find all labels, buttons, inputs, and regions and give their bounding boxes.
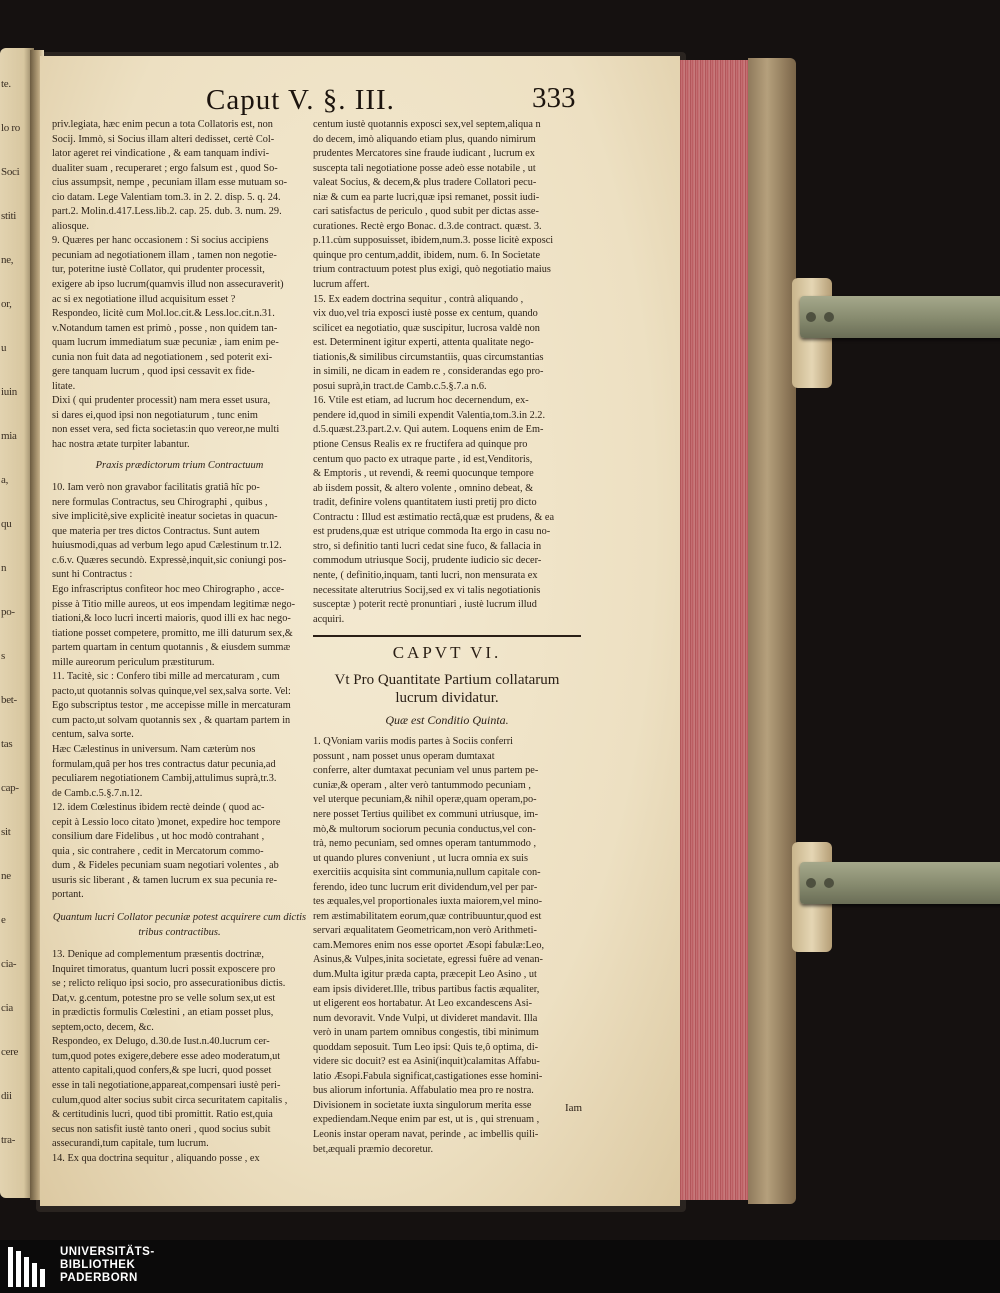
text-line: cunia non fuit data ad negotiationem , sed poterit exi- — [52, 351, 273, 363]
text-line: susceptæ ) poterit rectè pronuntiari , iustè lucrum illud — [313, 599, 537, 611]
left-column-part-2 — [52, 481, 307, 903]
left-page-fragment: u — [1, 342, 7, 354]
text-line: portant. — [52, 889, 84, 901]
text-line: Ego infrascriptus confiteor hoc meo Chirographo , acce- — [52, 583, 285, 595]
previous-page-edge — [0, 48, 34, 1198]
text-line: nere posset Tertius quilibet ex communi utriusque, im- — [313, 808, 539, 820]
text-line: Asinus,& Vulpes,inita societate, egressi fuêre ad venan- — [313, 954, 543, 966]
right-column-part-2 — [313, 735, 581, 1157]
left-page-fragment: ne — [1, 870, 11, 882]
book-cover-edge — [748, 58, 796, 1204]
text-line: tum,quod potes exigere,debere esse adeo moderatum,ut — [52, 1050, 281, 1062]
library-name-line3: PADERBORN — [60, 1272, 138, 1284]
text-line: ut quando plures conveniunt , ut lucra omnia ex suis — [313, 852, 529, 864]
text-line: cio datam. Lege Valentiam tom.3. in 2. 2. disp. 5. q. 24. — [52, 191, 281, 203]
text-line: cari satisfactus de periculo , quod subit per dictas asse- — [313, 206, 539, 218]
text-line: sive implicitè,sive explicitè ineatur societas in quacun- — [52, 511, 278, 523]
text-line: & Emptoris , ut revendi, & reemi quocunque tempore — [313, 468, 534, 480]
left-page-fragment: or, — [1, 298, 12, 310]
text-line: dum.Multa igitur præda capta, præcepit Leo Asino , ut — [313, 968, 537, 980]
text-line: stro, si definitio tanti lucri cedat sine fuco, & fallacia in — [313, 540, 542, 552]
text-line: ut eligerent eos hortabatur. At Leo excandescens Asi- — [313, 998, 533, 1010]
text-line: Contractu : Illud est æstimatio rectâ,quæ est prudens, & ea — [313, 511, 555, 523]
text-line: Leonis instar operam navat, perinde , ac imbellis quili- — [313, 1129, 539, 1140]
text-line: nente, ( definitio,inquam, tanti lucri, non mensurata ex — [313, 569, 538, 581]
text-line: dum , & Fideles pecuniam suam negotiari volentes , ab — [52, 860, 279, 872]
text-line: nere formulas Contractus, seu Chirographi , quibus , — [52, 496, 268, 508]
text-line: expediendam.Neque enim par est, ut is , qui strenuam , — [313, 1114, 540, 1126]
left-page-fragment: mia — [1, 430, 17, 442]
text-line: 12. idem Cœlestinus ibidem rectè deinde ( quod ac- — [52, 802, 265, 814]
text-line: posui suprà,in tract.de Camb.c.5.§.7.a n.6. — [313, 380, 487, 392]
text-line: do decem, imò aliquando etiam plus, quando nimirum — [313, 133, 536, 145]
text-line: 9. Quæres per hanc occasionem : Si socius accipiens — [52, 235, 269, 247]
text-line: cius assumpsit, nempe , pecuniam illam esse mutuam so- — [52, 177, 288, 189]
text-line: acquiri. — [313, 613, 345, 625]
text-line: conferre, alter dumtaxat pecuniam vel unus partem pe- — [313, 765, 539, 777]
text-line: litate. — [52, 380, 76, 392]
left-page-fragment: stiti — [1, 210, 17, 222]
text-line: p.11.cùm supposuisset, ibidem,num.3. posse licitè exposci — [313, 235, 554, 247]
text-line: 10. Iam verò non gravabor facilitatis gratiâ hîc po- — [52, 482, 260, 494]
text-line: servari æqualitatem Geometricam,non verò Arithmeti- — [313, 925, 537, 937]
left-page-fragment: dii — [1, 1090, 12, 1102]
text-line: videre sic docuit? est ea Asini(inquit)calamitas Affabu- — [313, 1056, 540, 1068]
text-line: partem quartam in centum quotannis , & eiusdem summæ — [52, 642, 291, 654]
left-page-fragment: sit — [1, 826, 11, 838]
text-line: bet,æquali præmio decoretur. — [313, 1143, 434, 1155]
chapter-divider — [313, 635, 581, 640]
text-line: Divisionem in societate iuxta singulorum merita esse — [313, 1099, 532, 1111]
clasp-rivet — [806, 312, 816, 322]
text-line: bus aliorum infortunia. Affabulatio mea pro re nostra. — [313, 1085, 534, 1097]
text-line: 14. Ex qua doctrina sequitur , aliquando posse , ex — [52, 1152, 260, 1164]
left-page-fragment: cere — [1, 1046, 19, 1058]
red-page-edges — [676, 60, 748, 1200]
text-line: trà, nemo pecuniam, sed omnes operam tantummodo , — [313, 838, 537, 850]
text-line: pendere id,quod in simili expendit Valentia,tom.3.in 2.2. — [313, 409, 546, 421]
text-line: dualiter suam , recuperaret ; ergo falsum est , quod So- — [52, 162, 278, 174]
text-line: quia , sic contrahere , cedit in Mercatorum commo- — [52, 845, 264, 857]
text-line: quam lucrum immediatum suæ pecuniæ , iam enim pe- — [52, 337, 279, 349]
text-line: cepit à Lessio loco citato )monet, expedire hoc tempore — [52, 816, 281, 828]
text-line: centum iustè quotannis exposci sex,vel septem,aliqua n — [313, 119, 541, 130]
chapter-subtitle-2: lucrum dividatur. — [395, 689, 499, 706]
text-line: Dat,v. g.centum, potestne pro se velle solum sex,ut est — [52, 992, 276, 1004]
text-line: quoddam seposuit. Tum Leo ipsi: Quis te,ô optima, di- — [313, 1041, 539, 1053]
text-line: tiationi,& loco lucri incerti maioris, quod illi ex hac nego- — [52, 613, 291, 625]
text-line: ptione Census Realis ex re fructifera ad quinque pro — [313, 439, 528, 451]
chapter-subtitle-1: Vt Pro Quantitate Partium collatarum — [334, 671, 560, 688]
text-line: est. Determinent igitur experti, attenta qualitate nego- — [313, 337, 534, 349]
text-line: mille aureorum periculum præstiturum. — [52, 656, 215, 668]
text-line: que materia per tres dictos Contractus. Sunt autem — [52, 525, 260, 537]
text-line: valeat Socius, & decem,& plus tradere Collatori pecu- — [313, 177, 537, 189]
text-line: latio Æsopi.Fabula significat,castigationes esse homini- — [313, 1070, 543, 1082]
right-text-column — [313, 118, 581, 1157]
text-line: suscepta tali negotiatione posse adeò esse notabile , ut — [313, 162, 536, 174]
text-line: de Camb.c.5.§.7.n.12. — [52, 787, 143, 799]
text-line: in simili, ne dicam in eadem re , considerandas ego pro- — [313, 366, 544, 378]
right-column-part-1 — [313, 118, 581, 627]
text-line: mò,& multorum sociorum pecunia conductus,vel con- — [313, 823, 536, 835]
text-line: non esset vera, sed ficta societas:in quo vereor,ne multi — [52, 424, 280, 436]
text-line: exigere ab ipso lucrum(quamvis illud non assecuraverit) — [52, 279, 284, 291]
text-line: necessitate alterutrius Socij,sed ex vi talis negotiationis — [313, 584, 541, 596]
left-page-fragment: ne, — [1, 254, 14, 266]
text-line: prudentes Mercatores sine fraude iudicant , lucrum ex — [313, 148, 535, 160]
left-page-fragment: po- — [1, 606, 15, 618]
text-line: cum pacto,ut solvam quotannis sex , & quartam partem in — [52, 714, 291, 726]
left-page-fragment: s — [1, 650, 5, 662]
text-line: septem,octo, decem, &c. — [52, 1021, 154, 1033]
text-line: cuniæ,& operam , alter verò tantummodo pecuniam , — [313, 779, 531, 791]
text-line: curationes. Rectè ergo Bonac. d.3.de contract. quæst. 3. — [313, 220, 542, 232]
text-line: scilicet ea negotiatio, quæ suscipitur, lucrosa valdè non — [313, 322, 540, 334]
text-line: aliosque. — [52, 220, 89, 232]
text-line: ferendo, ideo tunc lucrum erit dividendum,vel per par- — [313, 881, 538, 893]
left-page-fragment: lo ro — [1, 122, 20, 134]
text-line: gere tanquam lucrum , quod ipsi cessavit ex fide- — [52, 366, 255, 378]
left-column-part-1 — [52, 118, 307, 453]
left-page-fragment: Soci — [1, 166, 20, 178]
text-line: pisse à Titio mille aureos, ut eos impendam legitimæ nego- — [52, 598, 296, 610]
left-page-fragment: cia- — [1, 958, 17, 970]
text-line: usuris sic liberant , & tamen lucrum ex sua pecunia re- — [52, 874, 278, 886]
text-line: part.2. Molin.d.417.Less.lib.2. cap. 25. dub. 3. num. 29. — [52, 206, 282, 218]
left-page-fragment: bet- — [1, 694, 17, 706]
text-line: 13. Denique ad complementum præsentis doctrinæ, — [52, 949, 264, 961]
text-line: Inquiret timoratus, quantum lucri possit exposcere pro — [52, 963, 276, 975]
text-line: tiationis,& similibus circumstantiis, quas circumstantias — [313, 351, 544, 363]
text-line: Socij. Immò, si Socius illam alteri dedisset, certè Col- — [52, 133, 275, 145]
library-name-line1: UNIVERSITÄTS- — [60, 1246, 155, 1258]
text-line: hac nostra ætate turpiter labantur. — [52, 439, 190, 451]
left-page-fragment: cap- — [1, 782, 19, 794]
text-line: tur, poteritne iustè Collator, qui prudenter processit, — [52, 264, 265, 276]
text-line: Dixi ( qui prudenter processit) nam mera esset usura, — [52, 395, 271, 407]
text-line: ab iisdem possit, & altero volente , omnino debeat, & — [313, 482, 534, 494]
chapter-condition: Quæ est Conditio Quinta. — [385, 712, 509, 727]
text-line: exercitiis acquisita sint communia,nullum capitale con- — [313, 867, 541, 879]
text-line: Ego subscriptus testor , me accepisse mille in mercaturam — [52, 700, 291, 712]
left-text-column — [52, 118, 307, 1166]
text-line: huiusmodi,quas ad verbum lego apud Cælestinum tr.12. — [52, 540, 282, 552]
text-line: eam ipsis divideret.Ille, tribus partibus factis æqualiter, — [313, 983, 540, 995]
subheading-quantum: Quantum lucri Collator pecuniæ potest acquirere cum dictis tribus contractibus. — [52, 911, 307, 938]
text-line: tes æquales,vel proportionales iuxta maiorem,vel mino- — [313, 896, 543, 908]
text-line: num devoravit. Vnde Vulpi, ut divideret mandavit. Illa — [313, 1012, 538, 1024]
text-line: tradit, definire volens quantitatem iusti pretij pro dicto — [313, 497, 537, 509]
text-line: c.6.v. Quæres secundò. Expressè,inquit,sic coniungi pos- — [52, 554, 287, 566]
text-line: vix duo,vel tria exposci iustè posse ex centum, quando — [313, 308, 538, 320]
clasp-rivet — [824, 312, 834, 322]
chapter-title: CAPVT VI. — [392, 643, 502, 663]
text-line: commodum utriusque Socij, prudente iudicio sic decer- — [313, 555, 542, 567]
text-line: tiatione posset competere, promitto, me illi daturum sex,& — [52, 627, 293, 639]
text-line: assecurandi,tum capitale, tum lucrum. — [52, 1138, 209, 1150]
left-page-fragment: tra- — [1, 1134, 16, 1146]
library-name — [60, 1246, 155, 1285]
text-line: secus non satisfit iustè tanto oneri , quod socius subit — [52, 1123, 271, 1135]
text-line: lucrum affert. — [313, 279, 370, 291]
text-line: pacto,ut quotannis solvas quinque,vel sex,salva sorte. Vel: — [52, 685, 291, 697]
text-line: priv.legiata, hæc enim pecun a tota Collatoris est, non — [52, 119, 273, 130]
text-line: in prædictis formulis Cœlestini , an etiam posset plus, — [52, 1007, 274, 1019]
text-line: 1. QVoniam variis modis partes à Sociis conferri — [313, 736, 513, 748]
subheading-praxis: Praxis prædictorum trium Contractuum — [95, 459, 264, 471]
text-line: 16. Vtile est etiam, ad lucrum hoc decernendum, ex- — [313, 395, 529, 407]
left-page-fragment: iuin — [1, 386, 17, 398]
text-line: possunt , nam posset unus operam dumtaxat — [313, 750, 495, 762]
left-page-fragment: te. — [1, 78, 11, 90]
text-line: Respondeo, licitè cum Mol.loc.cit.& Less.loc.cit.n.31. — [52, 308, 275, 320]
text-line: vel uterque pecuniam,& nihil operæ,quam operam,po- — [313, 794, 537, 806]
text-line: trium contractuum potest plus exigi, quò negotiatio maius — [313, 264, 551, 276]
text-line: v.Notandum tamen est primò , posse , non quidem tan- — [52, 322, 278, 334]
text-line: consilium dare Fidelibus , ut hoc modò contrahant , — [52, 831, 265, 843]
text-line: si dares ei,quod ipsi non negotiaturum , tunc enim — [52, 409, 258, 421]
text-line: sunt hi Contractus : — [52, 569, 133, 581]
text-line: cam.Memores enim nos esse oportet Æsopi fabulæ:Leo, — [313, 939, 545, 951]
left-page-fragment: n — [1, 562, 7, 574]
text-line: d.5.quæst.23.part.2.v. Qui autem. Loquens enim de Em- — [313, 424, 544, 436]
text-line: lator ageret rei vindicatione , & eam tanquam indivi- — [52, 148, 270, 160]
text-line: rem æstimabilitatem eorum,quæ contribuuntur,quod est — [313, 910, 542, 922]
catchword: Iam — [565, 1102, 583, 1114]
clasp-rivet — [824, 878, 834, 888]
text-line: centum quo pacto ex utraque parte , id est,Venditoris, — [313, 453, 533, 465]
text-line: est prudens,quæ est utrique commoda Ita ergo in casu no- — [313, 526, 551, 538]
left-page-fragment: cia — [1, 1002, 13, 1014]
text-line: niæ & cum ea parte lucri,quæ ipsi remanet, possit iudi- — [313, 191, 540, 203]
text-line: ac si ex negotiatione illud acquisitum esset ? — [52, 293, 236, 305]
text-line: attento capitali,quod confers,& spe lucri, quod posset — [52, 1065, 272, 1077]
left-page-fragment: tas — [1, 738, 13, 750]
text-line: 15. Ex eadem doctrina sequitur , contrà aliquando , — [313, 293, 524, 305]
text-line: quinque pro centum,addit, ibidem, num. 6. In Societate — [313, 249, 541, 261]
clasp-rivet — [806, 878, 816, 888]
text-line: 11. Tacitè, sic : Confero tibi mille ad mercaturam , cum — [52, 671, 280, 683]
text-line: centum, salva sorte. — [52, 729, 134, 741]
text-line: verò in unam partem omnibus congestis, tibi minimum — [313, 1027, 539, 1039]
text-line: pecuniam ad negotiationem illam , tamen non negotie- — [52, 249, 277, 261]
left-page-fragment: e — [1, 914, 6, 926]
page-number: 333 — [532, 82, 576, 114]
text-line: Respondeo, ex Delugo, d.30.de Iust.n.40.lucrum cer- — [52, 1036, 270, 1048]
text-line: culum,quod alter socius subit circa securitatem capitalis , — [52, 1094, 288, 1106]
text-line: formulam,quâ per hos tres contractus datur pecunia,ad — [52, 758, 276, 770]
library-logo-icon — [8, 1247, 52, 1287]
text-line: esse in tali negotiatione,appareat,compensari iustè peri- — [52, 1080, 281, 1091]
left-page-fragment: a, — [1, 474, 9, 486]
text-line: se ; relicto reliquo ipsi socio, pro assecurationibus dictis. — [52, 978, 286, 990]
left-page-fragment: qu — [1, 518, 12, 530]
text-line: Hæc Cælestinus in universum. Nam cæterùm nos — [52, 743, 256, 755]
library-name-line2: BIBLIOTHEK — [60, 1259, 136, 1271]
left-column-part-3 — [52, 948, 307, 1166]
text-line: peculiarem negotiationem Cambij,attulimus suprà,tr.3. — [52, 773, 277, 785]
running-title: Caput V. §. III. — [206, 84, 395, 116]
text-line: & certitudinis lucri, quod tibi promittit. Ratio est,quia — [52, 1109, 273, 1121]
